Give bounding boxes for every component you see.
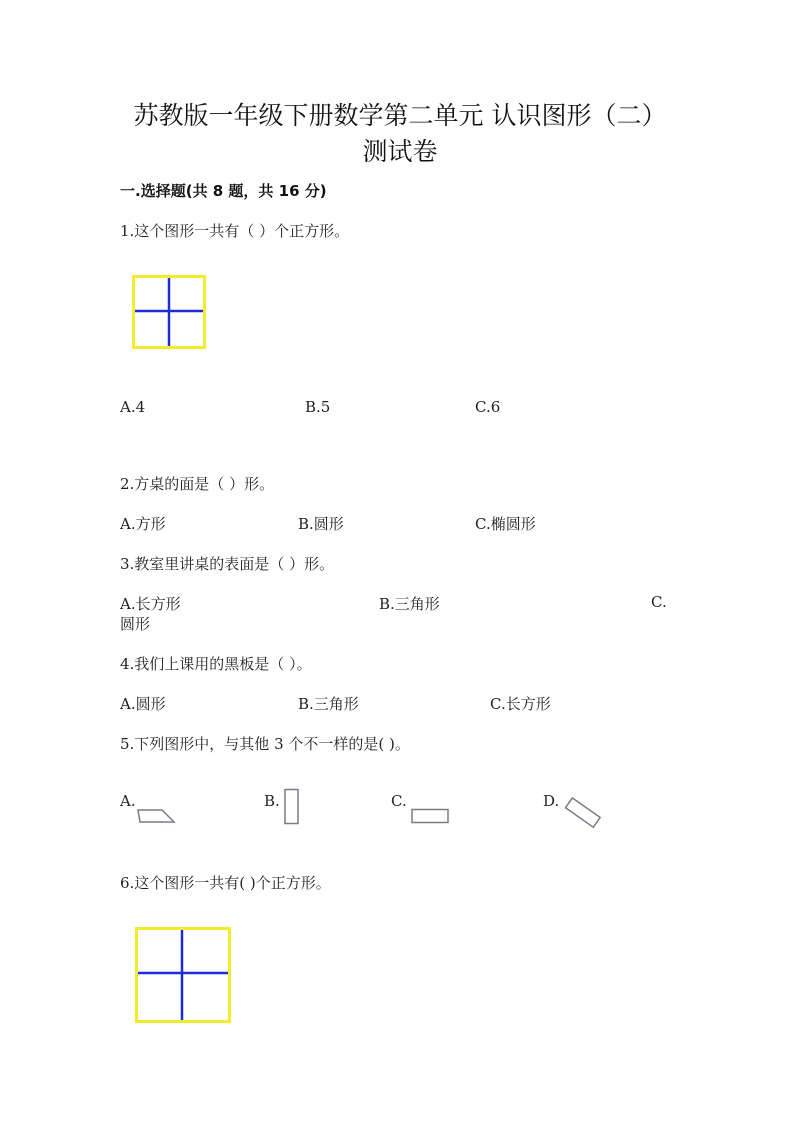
page-title: 苏教版一年级下册数学第二单元 认识图形（二） — [133, 101, 667, 130]
q1-option-b[interactable]: B.5 — [305, 398, 331, 416]
q4-option-b[interactable]: B.三角形 — [298, 695, 359, 713]
q3-option-c[interactable]: C. — [651, 593, 667, 611]
q1-option-c[interactable]: C.6 — [475, 398, 501, 416]
q5-trapezoid-shape — [136, 808, 178, 826]
question-4-text: 4.我们上课用的黑板是（ ）。 — [120, 655, 312, 673]
q1-square-figure — [132, 275, 206, 349]
q2-option-c[interactable]: C.椭圆形 — [475, 515, 536, 533]
q1-option-a[interactable]: A.4 — [120, 398, 146, 416]
q3-option-a[interactable]: A.长方形 — [120, 595, 181, 613]
q2-option-a[interactable]: A.方形 — [120, 515, 166, 533]
q2-option-b[interactable]: B.圆形 — [298, 515, 344, 533]
question-5-text: 5.下列图形中，与其他 3 个不一样的是( )。 — [120, 735, 410, 753]
q4-option-a[interactable]: A.圆形 — [120, 695, 166, 713]
q5-option-c-label[interactable]: C. — [391, 792, 407, 810]
q5-option-b-label[interactable]: B. — [264, 792, 280, 810]
question-3-text: 3.教室里讲桌的表面是（ ）形。 — [120, 555, 335, 573]
q3-option-c-wrap: 圆形 — [120, 615, 151, 633]
q3-option-b[interactable]: B.三角形 — [379, 595, 440, 613]
q5-wide-rectangle-shape — [410, 808, 452, 826]
q5-tall-rectangle-shape — [283, 788, 303, 826]
question-1-text: 1.这个图形一共有（ ）个正方形。 — [120, 222, 350, 240]
question-2-text: 2.方桌的面是（ ）形。 — [120, 475, 275, 493]
section-heading: 一.选择题(共 8 题，共 16 分) — [120, 182, 327, 200]
q4-option-c[interactable]: C.长方形 — [490, 695, 551, 713]
q6-square-figure — [135, 927, 231, 1023]
q5-tilted-rectangle-shape — [560, 795, 604, 829]
q5-option-d-label[interactable]: D. — [543, 792, 560, 810]
question-6-text: 6.这个图形一共有( )个正方形。 — [120, 874, 331, 892]
page-subtitle: 测试卷 — [362, 137, 438, 166]
q5-option-a-label[interactable]: A. — [120, 792, 136, 810]
